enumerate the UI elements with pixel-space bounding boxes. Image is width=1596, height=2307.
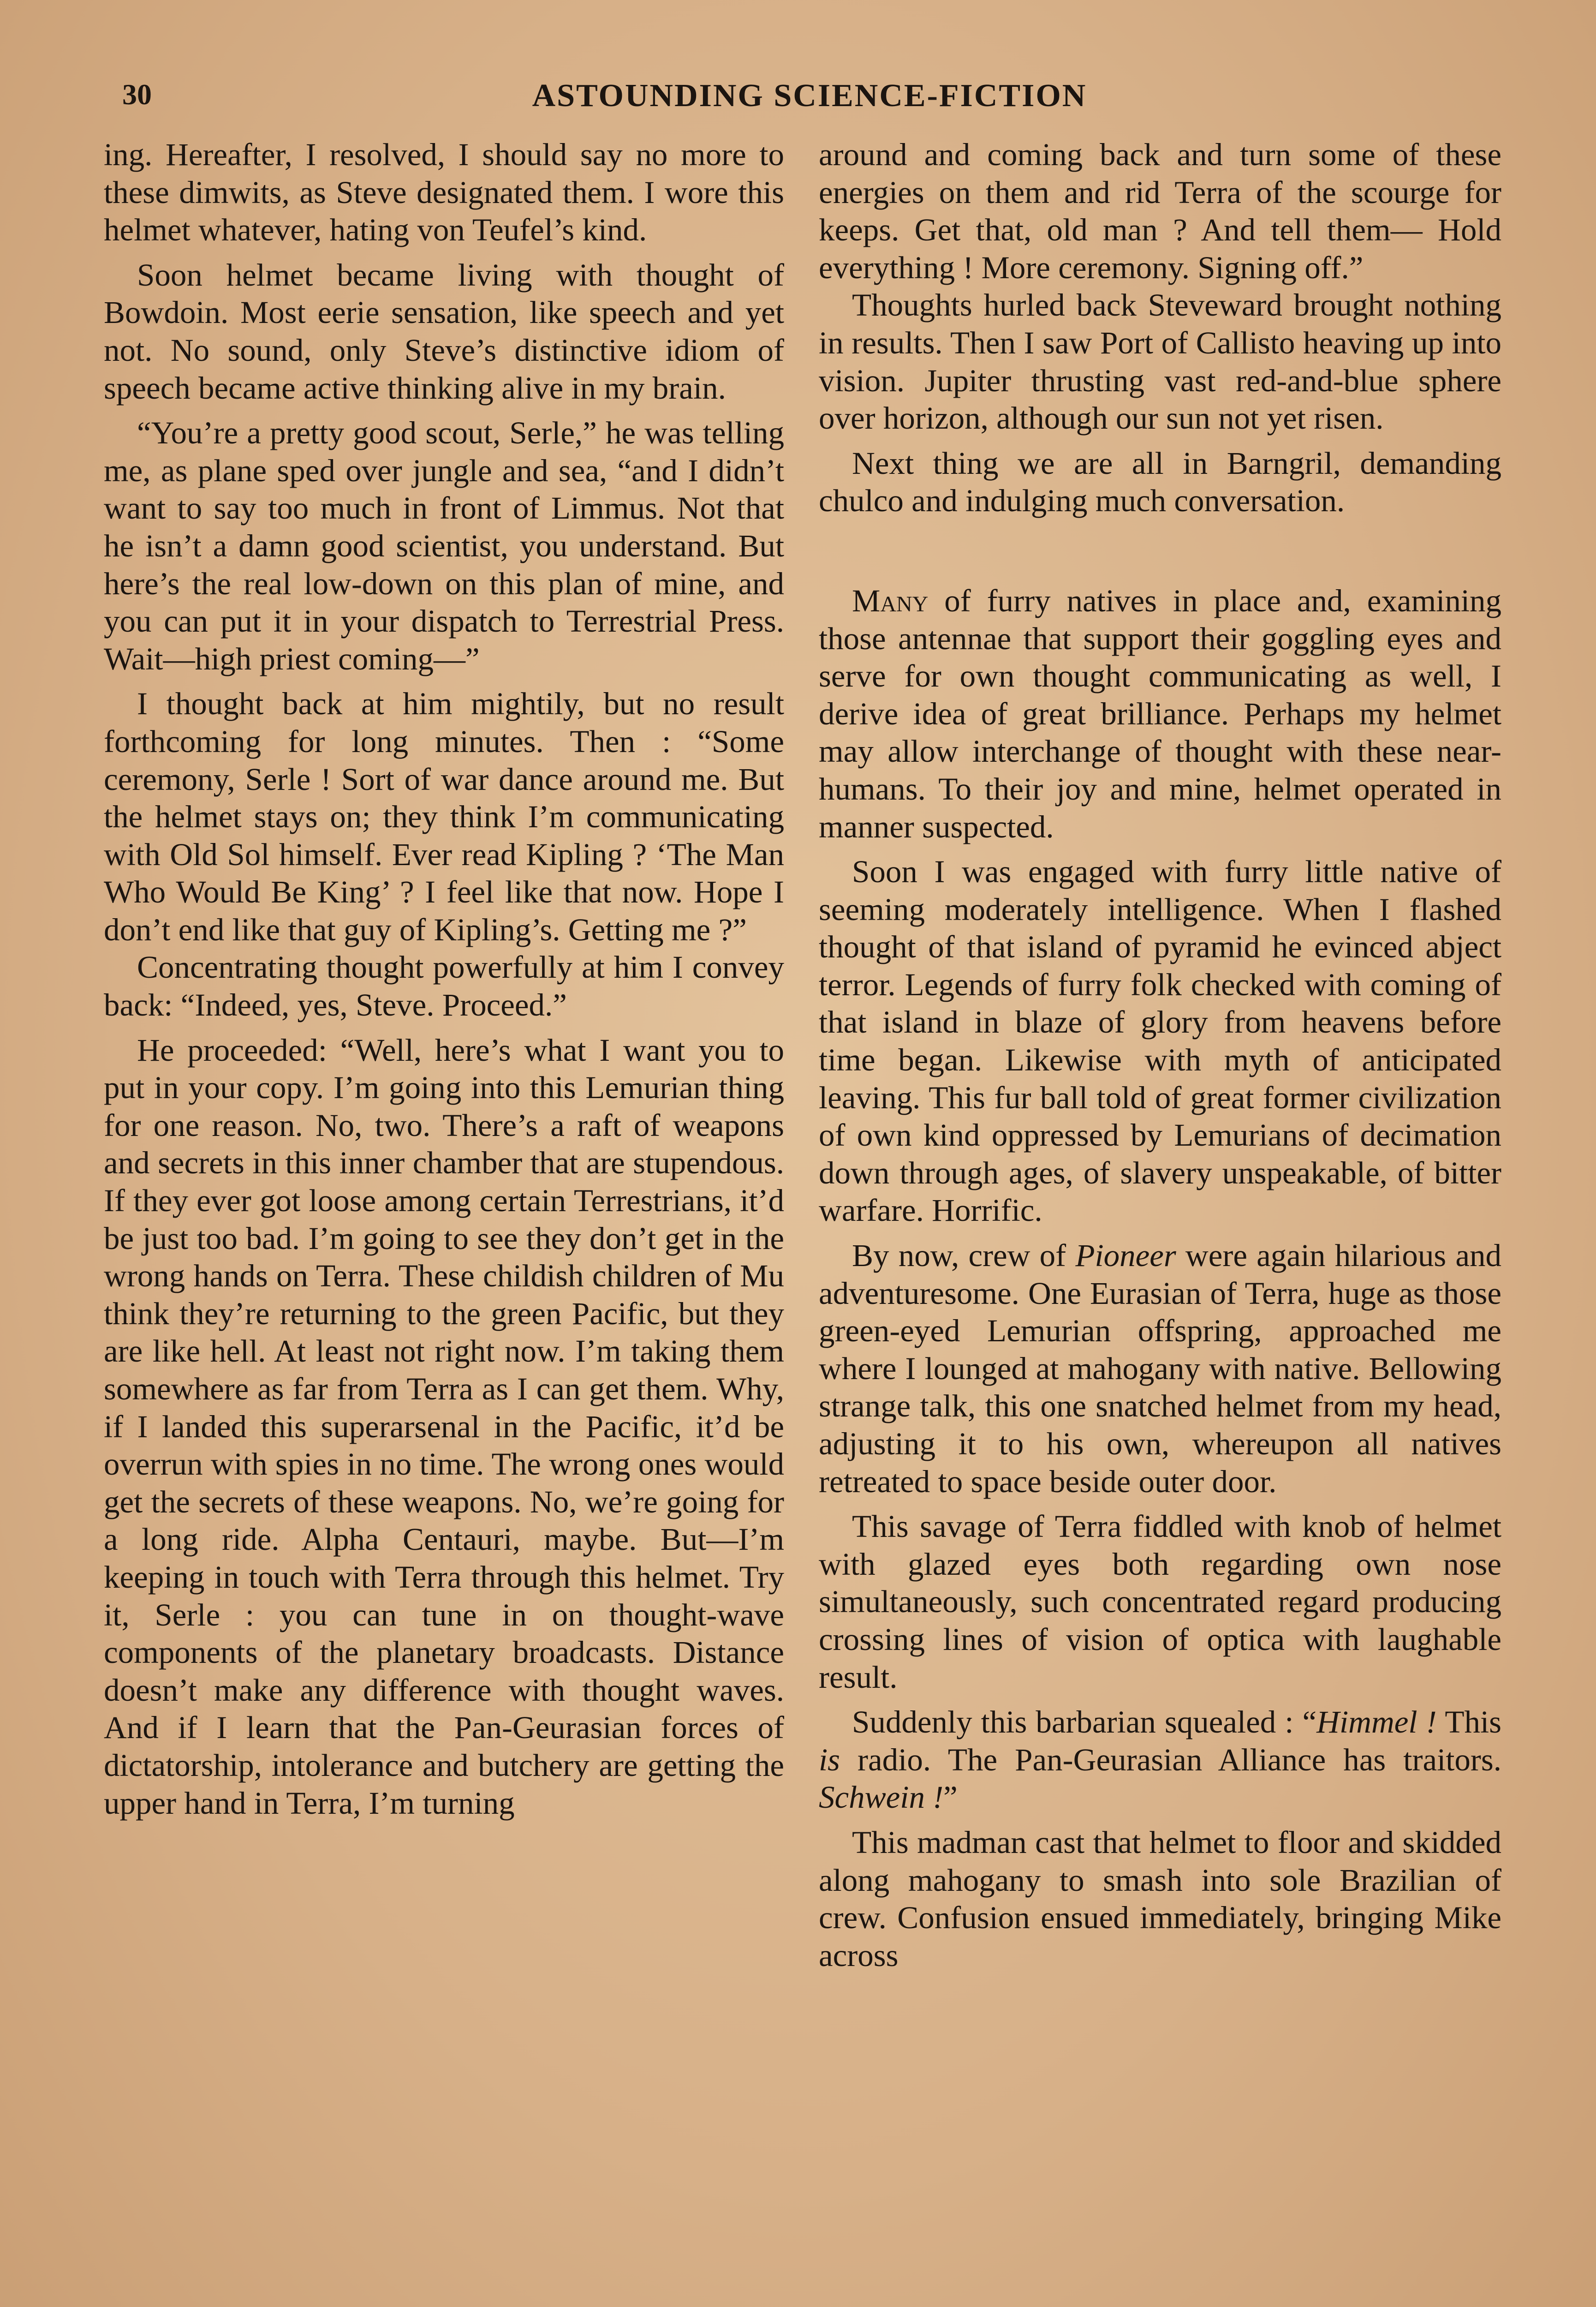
running-title: ASTOUNDING SCIENCE-FICTION	[532, 78, 1087, 114]
paragraph-text: of furry natives in place and, examining those antennae that support their goggling eyes and serve for own thought communicating as well, I derive idea of great brilliance. Perhaps my helmet may allow interchange of thought with these near-humans. To their joy and mine, helmet operated in manner suspected.	[819, 583, 1501, 844]
italic-word: Himmel !	[1316, 1704, 1437, 1740]
paragraph: Thoughts hurled back Steveward brought nothing in results. Then I saw Port of Callisto heaving up into vision. Jupiter thrusting vast red-and-blue sphere over horizon, although our sun not yet risen.	[819, 287, 1501, 436]
paragraph-text: By now, crew of	[852, 1238, 1076, 1273]
section-break	[819, 520, 1501, 582]
paragraph: He proceeded: “Well, here’s what I want you to put in your copy. I’m going into this Lemurian thing for one reason. No, two. There’s a raft of weapons and secrets in this inner chamber that are stupendous. If they ever got loose among certain Terrestrians, it’d be just too bad. I’m going to see they don’t get in the wrong hands on Terra. These childish children of Mu think they’re returning to the green Pacific, but they are like hell. At least not right now. I’m taking them somewhere as far from Terra as I can get them. Why, if I landed this superarsenal in the Pacific, it’d be overrun with spies in no time. The wrong ones would get the secrets of these weapons. No, we’re going for a long ride. Alpha Centauri, maybe. But—I’m keeping in touch with Terra through this helmet. Try it, Serle : you can tune in on thought-wave components of the planetary broadcasts. Distance doesn’t make any difference with thought waves. And if I learn that the Pan-Geurasian forces of dictatorship, intolerance and butchery are getting the upper hand in Terra, I’m turning	[104, 1032, 784, 1821]
italic-word: is	[819, 1742, 840, 1777]
paragraph	[819, 1237, 1501, 1500]
page-header	[122, 78, 1497, 124]
right-column	[819, 136, 1501, 1974]
paragraph: I thought back at him mightily, but no result forthcoming for long minutes. Then : “Some ceremony, Serle ! Sort of war dance around me. But the helmet stays on; they think I’m communicating with Old Sol himself. Ever read Kipling ? ‘The Man Who Would Be King’ ? I feel like that now. Hope I don’t end like that guy of Kipling’s. Getting me ?”	[104, 686, 784, 947]
paragraph: Concentrating thought powerfully at him I convey back: “Indeed, yes, Steve. Proceed.”	[104, 950, 784, 1023]
page-number: 30	[122, 78, 152, 111]
left-column	[104, 136, 784, 1822]
italic-word: Schwein !	[819, 1780, 944, 1815]
paragraph-text: were again hilarious and adventuresome. One Eurasian of Terra, huge as those green-eyed Lemurian offspring, approached me where I lounged at mahogany with native. Bellowing strange talk, this one snatched helmet from my head, adjusting it to his own, whereupon all natives retreated to space beside outer door.	[819, 1238, 1501, 1499]
paragraph: “You’re a pretty good scout, Serle,” he was telling me, as plane sped over jungle and sea, “and I didn’t want to say too much in front of Limmus. Not that he isn’t a damn good scientist, you understand. But here’s the real low-down on this plan of mine, and you can put it in your dispatch to Terrestrial Press. Wait—high priest coming—”	[104, 415, 784, 676]
paragraph: Next thing we are all in Barngril, demanding chulco and indulging much conversation.	[819, 445, 1501, 519]
paragraph-text: ”	[943, 1780, 958, 1815]
paragraph: Soon helmet became living with thought of Bowdoin. Most eerie sensation, like speech and yet not. No sound, only Steve’s distinctive idiom of speech became active thinking alive in my brain.	[104, 257, 784, 406]
section-opening-paragraph	[819, 582, 1501, 846]
paragraph	[819, 1703, 1501, 1817]
paragraph-text: radio. The Pan-Geurasian Alliance has traitors.	[840, 1742, 1501, 1777]
paragraph: Soon I was engaged with furry little native of seeming moderately intelligence. When I flashed thought of that island of pyramid he evinced abject terror. Legends of furry folk checked with coming of that island in blaze of glory from heavens before time began. Likewise with myth of anticipated leaving. This fur ball told of great former civilization of own kind oppressed by Lemurians of decimation down through ages, of slavery unspeakable, of bitter warfare. Horrific.	[819, 854, 1501, 1228]
paragraph-text: This	[1436, 1704, 1501, 1740]
ship-name: Pioneer	[1075, 1238, 1176, 1273]
paragraph: This madman cast that helmet to floor and skidded along mahogany to smash into sole Brazilian of crew. Confusion ensued immediately, bringing Mike across	[819, 1824, 1501, 1973]
paragraph-text: Suddenly this barbarian squealed : “	[852, 1704, 1317, 1740]
paragraph: This savage of Terra fiddled with knob of helmet with glazed eyes both regarding own nose simultaneously, such concentrated regard producing crossing lines of vision of optica with laughable result.	[819, 1509, 1501, 1695]
paragraph: ing. Hereafter, I resolved, I should say no more to these dimwits, as Steve designated them. I wore this helmet whatever, hating von Teufel’s kind.	[104, 137, 784, 248]
paragraph: around and coming back and turn some of these energies on them and rid Terra of the scourge for keeps. Get that, old man ? And tell them— Hold everything ! More ceremony. Signing off.”	[819, 137, 1501, 285]
section-lead-word: Many	[852, 583, 929, 618]
